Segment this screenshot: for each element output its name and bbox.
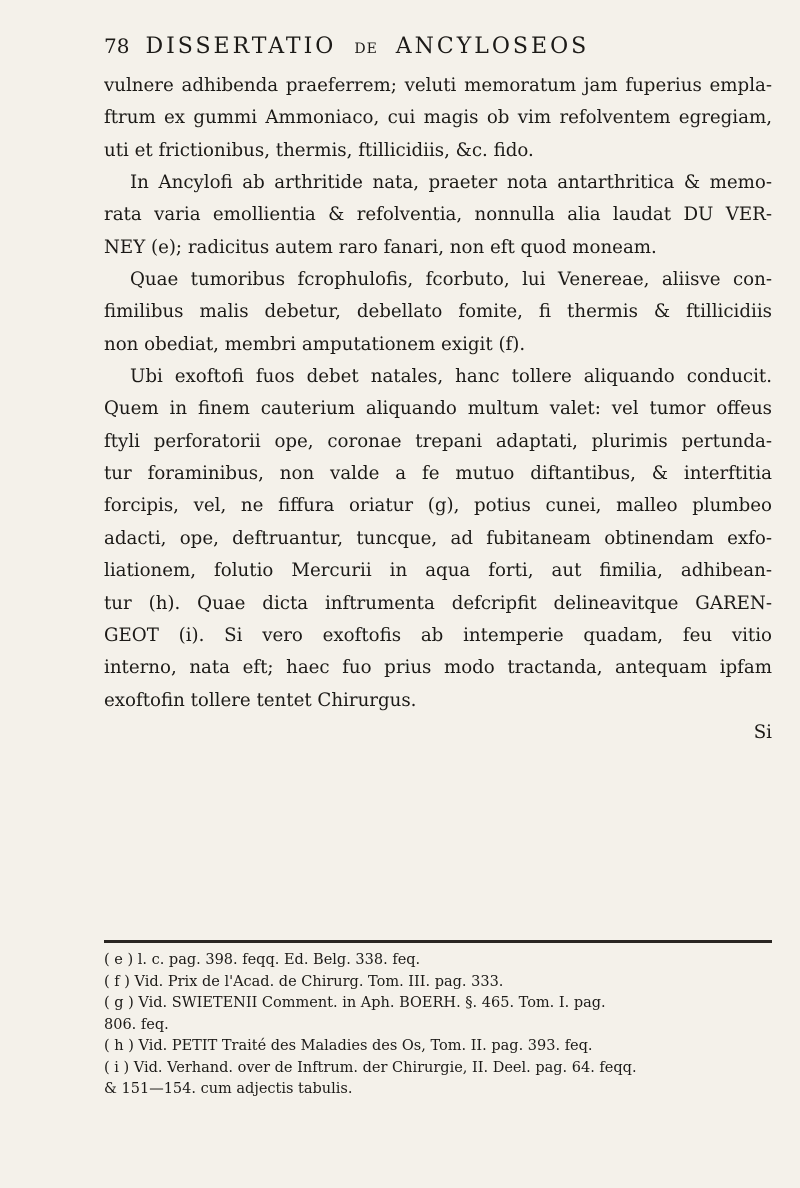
body-line-16: liationem, folutio Mercurii in aqua forti, aut fimilia, adhibean- [104,560,772,582]
body-line-4: In Ancylofi ab arthritide nata, praeter nota antarthritica & memo- [130,172,772,194]
body-line-17: tur (h). Quae dicta inftrumenta defcripfit delineavitque GAREN- [104,592,772,614]
body-line-12: ftyli perforatorii ope, coronae trepani adaptati, plurimis pertunda- [104,430,772,452]
header-title-left: DISSERTATIO [145,34,337,59]
footnote-g: ( g ) Vid. SWIETENII Comment. in Aph. BOERH. §. 465. Tom. I. pag. [104,995,606,1011]
footnote-i-cont: & 151—154. cum adjectis tabulis. [104,1081,353,1097]
body-line-19: interno, nata eft; haec fuo prius modo tractanda, antequam ipfam [104,657,772,679]
body-line-9: non obediat, membri amputationem exigit (f). [104,333,526,355]
body-line-14: forcipis, vel, ne fiffura oriatur (g), potius cunei, malleo plumbeo [104,495,772,517]
body-line-2: ftrum ex gummi Ammoniaco, cui magis ob vim refolventem egregiam, [104,107,772,129]
body-line-18: GEOT (i). Si vero exoftofis ab intemperie quadam, feu vitio [104,624,772,646]
header-title-de: DE [354,41,378,57]
footnote-h: ( h ) Vid. PETIT Traité des Maladies des Os, Tom. II. pag. 393. feq. [104,1038,593,1054]
body-line-5: rata varia emollientia & refolventia, nonnulla alia laudat DU VER- [104,204,772,226]
body-line-3: uti et frictionibus, thermis, ftillicidiis, &c. fido. [104,139,534,161]
running-header [104,34,764,74]
body-line-13: tur foraminibus, non valde a fe mutuo diftantibus, & interftitia [104,463,772,485]
footnote-i: ( i ) Vid. Verhand. over de Inftrum. der Chirurgie, II. Deel. pag. 64. feqq. [104,1059,637,1076]
body-line-6: NEY (e); radicitus autem raro fanari, non eft quod moneam. [104,236,657,258]
page-number: 78 [104,34,130,58]
body-line-10: Ubi exoftofi fuos debet natales, hanc tollere aliquando conducit. [130,366,772,388]
footnote-g-cont: 806. feq. [104,1016,169,1033]
footnote-divider [104,940,772,943]
footnote-f: ( f ) Vid. Prix de l'Acad. de Chirurg. Tom. III. pag. 333. [104,973,504,990]
body-text [104,70,772,749]
footnote-e: ( e ) l. c. pag. 398. feqq. Ed. Belg. 338. feq. [104,952,421,968]
header-title-right: ANCYLOSEOS [395,34,590,59]
body-line-11: Quem in finem cauterium aliquando multum valet: vel tumor offeus [104,398,772,420]
catchword: Si [753,721,772,743]
body-line-7: Quae tumoribus fcrophulofis, fcorbuto, lui Venereae, aliisve con- [130,269,772,291]
body-line-8: fimilibus malis debetur, debellato fomite, fi thermis & ftillicidiis [104,301,772,323]
body-line-15: adacti, ope, deftruantur, tuncque, ad fubitaneam obtinendam exfo- [104,527,772,549]
footnotes [104,950,772,1101]
body-line-20: exoftofin tollere tentet Chirurgus. [104,689,417,711]
body-line-1: vulnere adhibenda praeferrem; veluti memoratum jam fuperius empla- [104,75,772,96]
